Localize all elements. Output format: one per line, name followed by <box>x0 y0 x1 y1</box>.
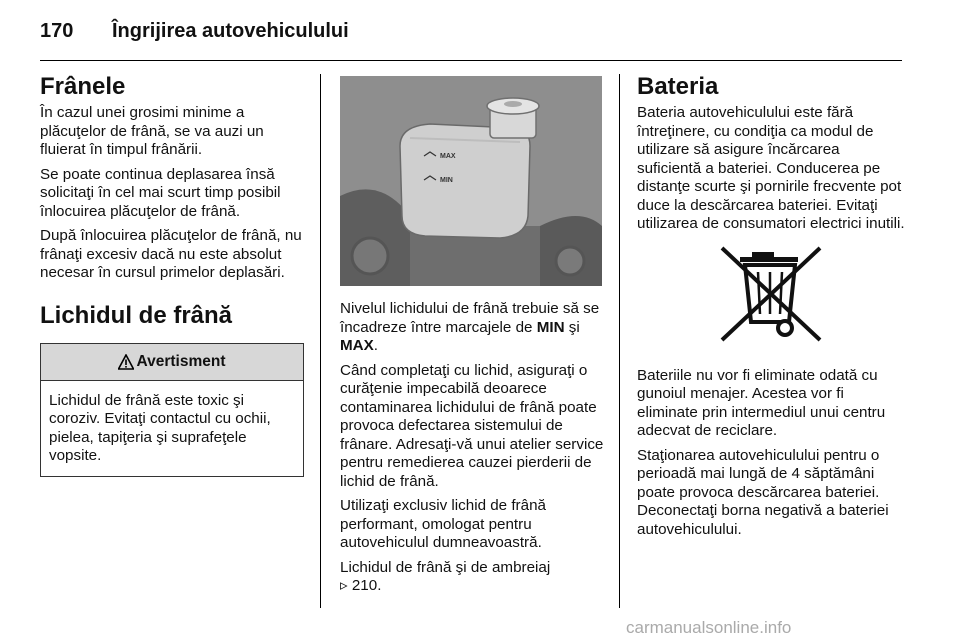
brake-fluid-reservoir-photo <box>340 76 602 286</box>
warning-triangle-icon <box>118 354 134 370</box>
cross-reference-arrow-icon: ▹ <box>340 577 348 594</box>
header-divider <box>40 60 902 61</box>
brakes-paragraph-3: După înlocuirea plăcuţelor de frână, nu frânaţi excesiv dacă nu este absolut necesar în cursul primelor deplasări. <box>40 227 302 281</box>
approved-fluid-paragraph: Utilizaţi exclusiv lichid de frână performant, omologat pentru autovehiculul dumneavoastră. <box>340 497 546 551</box>
section-title-brake-fluid: Lichidul de frână <box>40 301 233 329</box>
cross-reference-text: Lichidul de frână şi de ambreiaj <box>340 558 551 576</box>
watermark: carmanualsonline.info <box>626 618 792 637</box>
refill-paragraph: Când completaţi cu lichid, asiguraţi o curăţenie impecabilă deoarece contaminarea lichidului de frână poate provoca defectarea sistemului de frânare. Adresaţi-vă unui atelier service pentru remedierea cauzei pierderii de lichid de frână. <box>340 361 604 490</box>
marker-max: MAX <box>340 337 374 354</box>
fluid-level-paragraph <box>340 300 604 356</box>
column-brakes <box>40 72 304 477</box>
column-divider-2 <box>619 74 620 608</box>
warning-title: Avertisment <box>136 352 226 370</box>
image-label-max: MAX <box>440 153 456 160</box>
recycle-symbol-wrap <box>637 244 905 349</box>
fluid-level-text-b: şi <box>564 318 580 336</box>
fluid-level-text-c: . <box>373 337 378 354</box>
marker-min: MIN <box>536 318 565 336</box>
column-brake-fluid <box>340 72 604 602</box>
page-header <box>40 20 902 50</box>
warning-header <box>41 344 303 381</box>
warning-body <box>41 381 303 476</box>
page-number: 170 <box>40 20 74 42</box>
battery-paragraph-3: Staţionarea autovehiculului pentru o perioadă mai lungă de 4 săptămâni poate provoca descărcarea bateriei. Deconectaţi borna negativă a bateriei autovehiculului. <box>637 446 889 538</box>
section-title-brakes: Frânele <box>40 73 126 100</box>
brakes-paragraph-1: În cazul unei grosimi minime a plăcuţelor de frână, se va auzi un fluierat în timpul frânării. <box>40 104 264 158</box>
warning-text: Lichidul de frână este toxic şi coroziv. Evitaţi contactul cu ochii, pielea, tapiţeria şi suprafeţele vopsite. <box>49 391 271 464</box>
battery-paragraph-1: Bateria autovehiculului este fără întreţinere, cu condiţia ca modul de utilizare să asigure încărcarea suficientă a bateriei. Conducerea pe distanţe scurte şi pornirile frecvente pot duce la descărcarea bateriei. Evitaţi utilizarea de consumatori electrici inutili. <box>637 104 905 232</box>
cross-reference-paragraph <box>340 559 604 596</box>
fluid-level-text-a: Nivelul lichidului de frână trebuie să se încadreze între marcajele de <box>340 300 600 336</box>
crossed-out-bin-icon <box>718 244 824 344</box>
column-divider-1 <box>320 74 321 608</box>
battery-paragraph-2: Bateriile nu vor fi eliminate odată cu gunoiul menajer. Acestea vor fi eliminate prin intermediul unui centru adecvat de reciclare. <box>637 366 886 439</box>
cross-reference-page[interactable]: 210. <box>351 577 382 594</box>
running-title: Îngrijirea autovehiculului <box>112 20 349 42</box>
warning-box <box>40 343 304 477</box>
section-title-battery: Bateria <box>637 73 719 100</box>
column-battery <box>637 72 905 545</box>
brakes-paragraph-2: Se poate continua deplasarea însă solicitaţi în cel mai scurt timp posibil înlocuirea plăcuţelor de frână. <box>40 165 281 220</box>
image-label-min: MIN <box>440 177 453 184</box>
